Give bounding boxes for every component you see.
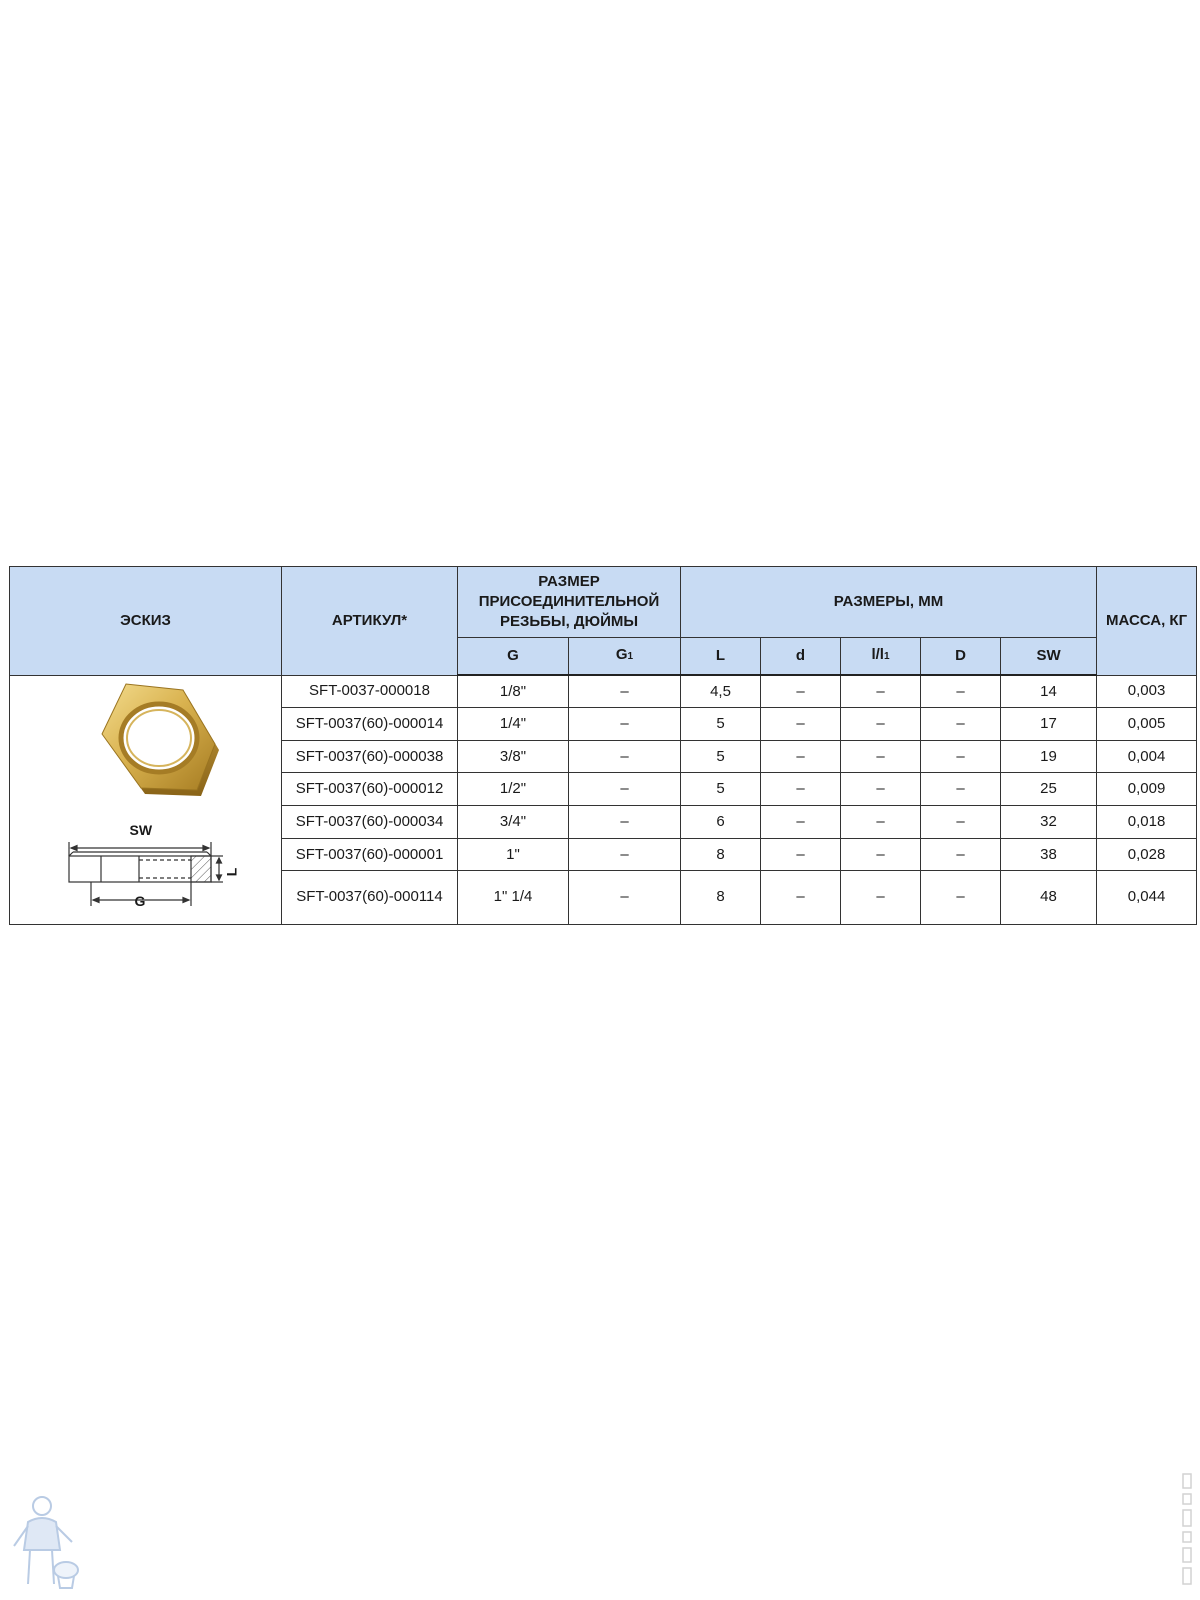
header-g1: G1	[569, 638, 681, 676]
header-l-l1: l/l1	[841, 638, 921, 676]
header-sketch: ЭСКИЗ	[10, 567, 282, 676]
cell-l-l1: –	[841, 675, 921, 708]
cell-d: –	[761, 806, 841, 839]
locknut-sketch-icon	[11, 676, 281, 924]
cell-article: SFT-0037(60)-000034	[282, 806, 458, 839]
cell-l-l1: –	[841, 773, 921, 806]
cell-d: –	[761, 871, 841, 924]
cell-sw: 32	[1001, 806, 1097, 839]
plumber-watermark-icon	[8, 1492, 82, 1592]
cell-article: SFT-0037(60)-000114	[282, 871, 458, 924]
sketch-label-l: L	[222, 867, 239, 876]
cell-d: –	[761, 708, 841, 741]
cell-article: SFT-0037(60)-000001	[282, 838, 458, 871]
sketch-cell	[10, 675, 282, 924]
cell-g: 1/8"	[458, 675, 569, 708]
sketch-label-sw: SW	[129, 821, 153, 838]
cell-d: –	[761, 773, 841, 806]
cell-article: SFT-0037(60)-000012	[282, 773, 458, 806]
cell-g1: –	[569, 740, 681, 773]
cell-l: 5	[681, 708, 761, 741]
cell-g1: –	[569, 838, 681, 871]
cell-l-l1: –	[841, 871, 921, 924]
spec-table-container	[9, 566, 1196, 925]
header-mass: МАССА, КГ	[1097, 567, 1197, 676]
cell-g1: –	[569, 708, 681, 741]
cell-mass: 0,044	[1097, 871, 1197, 924]
cell-d-big: –	[921, 838, 1001, 871]
sketch-illustration	[11, 676, 281, 924]
cell-d-big: –	[921, 708, 1001, 741]
cell-d: –	[761, 675, 841, 708]
cell-sw: 14	[1001, 675, 1097, 708]
cell-d-big: –	[921, 740, 1001, 773]
cell-d: –	[761, 838, 841, 871]
cell-g: 1/2"	[458, 773, 569, 806]
cell-g: 1"	[458, 838, 569, 871]
cell-g1: –	[569, 806, 681, 839]
cell-d-big: –	[921, 773, 1001, 806]
cell-d-big: –	[921, 806, 1001, 839]
cell-sw: 19	[1001, 740, 1097, 773]
spec-table	[9, 566, 1197, 925]
cell-l: 8	[681, 871, 761, 924]
header-l: L	[681, 638, 761, 676]
cell-sw: 17	[1001, 708, 1097, 741]
cell-sw: 48	[1001, 871, 1097, 924]
cell-sw: 25	[1001, 773, 1097, 806]
cell-l-l1: –	[841, 838, 921, 871]
cell-g: 3/4"	[458, 806, 569, 839]
cell-mass: 0,005	[1097, 708, 1197, 741]
header-d-big: D	[921, 638, 1001, 676]
header-thread-size: РАЗМЕР ПРИСОЕДИНИТЕЛЬНОЙ РЕЗЬБЫ, ДЮЙМЫ	[458, 567, 681, 638]
sketch-label-g: G	[134, 892, 146, 909]
cell-article: SFT-0037(60)-000038	[282, 740, 458, 773]
cell-mass: 0,028	[1097, 838, 1197, 871]
side-watermark-icon	[1178, 1470, 1196, 1590]
cell-l: 4,5	[681, 675, 761, 708]
cell-mass: 0,018	[1097, 806, 1197, 839]
cell-mass: 0,004	[1097, 740, 1197, 773]
table-row	[10, 675, 1197, 708]
cell-l: 6	[681, 806, 761, 839]
cell-d: –	[761, 740, 841, 773]
header-g: G	[458, 638, 569, 676]
cell-sw: 38	[1001, 838, 1097, 871]
cell-g: 1/4"	[458, 708, 569, 741]
cell-l: 5	[681, 773, 761, 806]
brass-nut	[102, 684, 219, 796]
header-sw: SW	[1001, 638, 1097, 676]
cell-article: SFT-0037(60)-000014	[282, 708, 458, 741]
header-article: АРТИКУЛ*	[282, 567, 458, 676]
cell-g1: –	[569, 871, 681, 924]
header-dimensions: РАЗМЕРЫ, ММ	[681, 567, 1097, 638]
cell-l-l1: –	[841, 806, 921, 839]
cell-article: SFT-0037-000018	[282, 675, 458, 708]
cell-g: 3/8"	[458, 740, 569, 773]
header-d-small: d	[761, 638, 841, 676]
technical-drawing	[69, 842, 223, 906]
cell-d-big: –	[921, 871, 1001, 924]
cell-l: 8	[681, 838, 761, 871]
cell-g1: –	[569, 773, 681, 806]
cell-mass: 0,009	[1097, 773, 1197, 806]
cell-l-l1: –	[841, 740, 921, 773]
cell-mass: 0,003	[1097, 675, 1197, 708]
cell-g: 1" 1/4	[458, 871, 569, 924]
cell-l-l1: –	[841, 708, 921, 741]
cell-l: 5	[681, 740, 761, 773]
cell-d-big: –	[921, 675, 1001, 708]
cell-g1: –	[569, 675, 681, 708]
